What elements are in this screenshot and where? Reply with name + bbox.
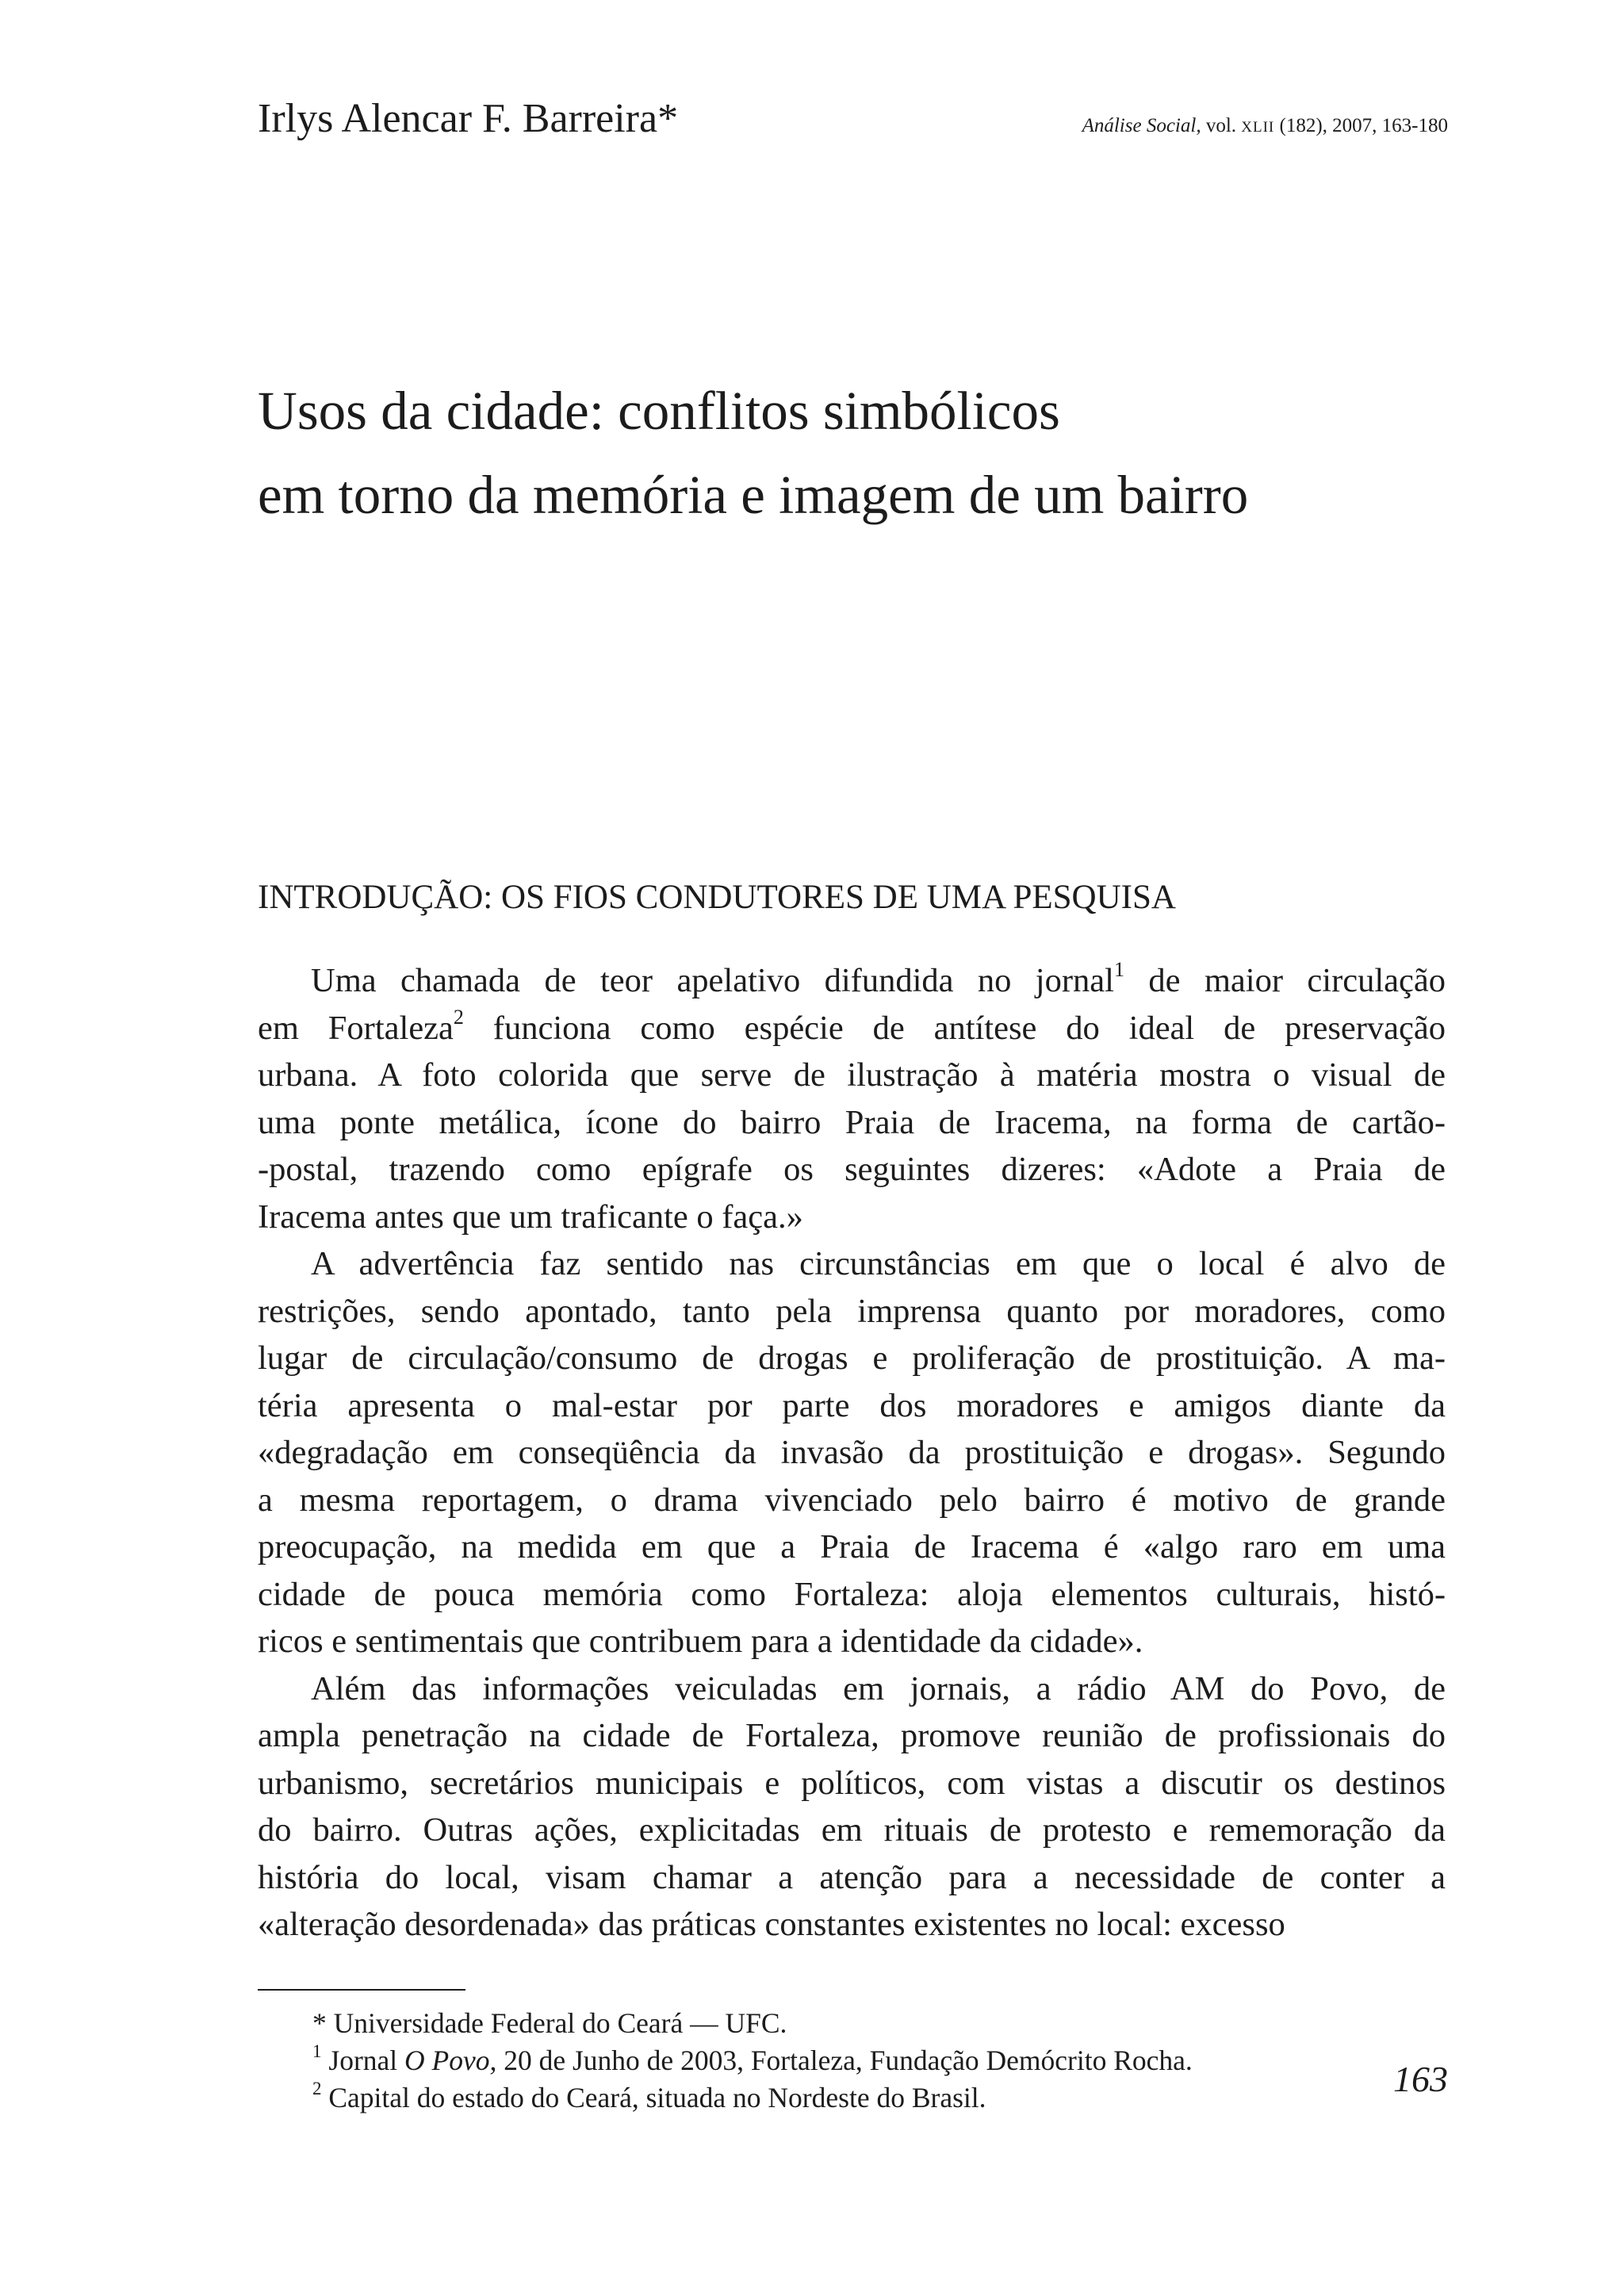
footnote: $^2$ Capital do estado do Ceará, situada no Nordeste do Brasil. [312,2079,986,2113]
text-line: uma ponte metálica, ícone do bairro Praia de Iracema, na forma de cartão- [258,1103,1446,1141]
footnote-reference[interactable]: 2 [453,1005,464,1029]
author-name: Irlys Alencar F. Barreira* [258,96,679,141]
page-number: 163 [1393,2059,1448,2099]
section-heading: INTRODUÇÃO: OS FIOS CONDUTORES DE UMA PESQUISA [258,879,1176,916]
citation-volume-number: XLII [1241,119,1275,136]
footnote-mark: * [312,2007,327,2039]
title-line-2: em torno da memória e imagem de um bairro [258,465,1249,525]
text-line: ricos e sentimentais que contribuem para a identidade da cidade». [258,1623,1143,1660]
footnotes [312,2005,1193,2117]
text-line: urbanismo, secretários municipais e políticos, com vistas a discutir os destinos [258,1764,1446,1802]
footnote: * Universidade Federal do Ceará — UFC. [312,2007,787,2039]
text-line: preocupação, na medida em que a Praia de Iracema é «algo raro em uma [258,1528,1446,1565]
text-line: história do local, visam chamar a atenção para a necessidade de conter a [258,1858,1446,1896]
article-body [258,957,1446,1949]
text-line: «degradação em conseqüência da invasão da prostituição e drogas». Segundo [258,1434,1446,1471]
text-line: em Fortaleza$^2$ funciona como espécie de antítese do ideal de preservação [258,1005,1446,1047]
text-line: Além das informações veiculadas em jornais, a rádio AM do Povo, de [311,1669,1446,1707]
article-title [258,369,1447,537]
text-line: cidade de pouca memória como Fortaleza: aloja elementos culturais, histó- [258,1575,1446,1613]
citation-issue-pages: (182), 2007, 163-180 [1279,115,1448,136]
text-line: Uma chamada de teor apelativo difundida no jornal$^1$ de maior circulação [311,958,1446,999]
text-line: restrições, sendo apontado, tanto pela imprensa quanto por moradores, como [258,1292,1446,1330]
body-paragraph [258,1665,1446,1949]
text-line: Iracema antes que um traficante o faça.» [258,1198,803,1236]
body-paragraph [258,957,1446,1240]
text-line: lugar de circulação/consumo de drogas e proliferação de prostituição. A ma- [258,1339,1446,1377]
text-line: A advertência faz sentido nas circunstâncias em que o local é alvo de [311,1245,1446,1282]
body-paragraph [258,1240,1446,1665]
footnote-italic: O Povo, [404,2044,497,2076]
text-line: a mesma reportagem, o drama vivenciado pelo bairro é motivo de grande [258,1481,1446,1519]
citation-vol: vol. [1205,115,1237,136]
text-line: -postal, trazendo como epígrafe os seguintes dizeres: «Adote a Praia de [258,1151,1446,1188]
journal-citation [1082,113,1448,140]
title-line-1: Usos da cidade: conflitos simbólicos [258,381,1060,441]
text-line: urbana. A foto colorida que serve de ilustração à matéria mostra o visual de [258,1056,1446,1094]
footnote: $^1$ Jornal O Povo, 20 de Junho de 2003, Fortaleza, Fundação Demócrito Rocha. [312,2041,1193,2076]
footnote-separator [258,1989,465,1991]
text-line: «alteração desordenada» das práticas constantes existentes no local: excesso [258,1906,1285,1943]
text-line: ampla penetração na cidade de Fortaleza, promove reunião de profissionais do [258,1717,1446,1754]
text-line: téria apresenta o mal-estar por parte dos moradores e amigos diante da [258,1386,1446,1424]
text-line: do bairro. Outras ações, explicitadas em rituais de protesto e rememoração da [258,1811,1446,1849]
footnote-reference[interactable]: 1 [1113,958,1124,981]
footnote-mark: 2 [312,2079,322,2098]
journal-name: Análise Social, [1082,115,1201,136]
footnote-mark: 1 [312,2041,322,2061]
